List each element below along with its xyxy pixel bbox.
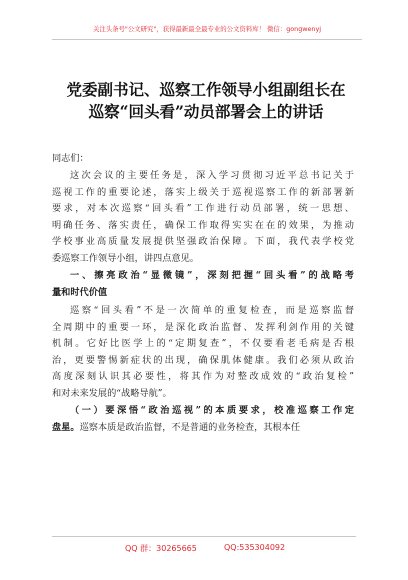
paragraph-line: 机制。它好比医学上的“定期复查”，不仅要看老毛病是否根: [52, 338, 354, 349]
document-title-line-2: 巡察“回头看”动员部署会上的讲话: [88, 102, 324, 121]
intro-line: 巡视工作的重要论述，落实上级关于巡视巡察工作的新部署新: [52, 186, 354, 198]
subsection-heading-end: 盘星。: [52, 421, 80, 433]
footer-qq-group: QQ 群：30265665: [125, 544, 197, 553]
subsection-heading-line: （一）要深悟“政治巡视”的本质要求，校准巡察工作定: [70, 405, 354, 416]
intro-line: 这次会议的主要任务是，深入学习贯彻习近平总书记关于: [70, 170, 354, 181]
subsection-body-text: 巡察本质是政治监督，不是普通的业务检查，其根本任: [79, 421, 301, 433]
header-banner: [52, 21, 362, 40]
intro-line: 明确任务、落实责任，确保工作取得实实在在的效果，为推动: [52, 219, 354, 231]
paragraph-2: [52, 303, 354, 402]
subsection-body-line: [52, 420, 354, 437]
intro-paragraph: [52, 168, 354, 267]
section-heading-line: 一、擦亮政治“显微镜”，深刻把握“回头看”的战略考: [70, 270, 354, 281]
paragraph-line: 治，更要警惕新症状的出现，确保肌体健康。我们必须从政治: [52, 354, 354, 366]
greeting: 同志们：: [52, 153, 89, 164]
document-title-line-1: 党委副书记、巡察工作领导小组副组长在: [66, 80, 346, 99]
intro-line: 委巡察工作领导小组，讲四点意见。: [52, 252, 199, 264]
paragraph-line: 全周期中的重要一环，是深化政治监督、发挥利剑作用的关键: [52, 321, 354, 333]
paragraph-line: 高度深刻认识其必要性，将其作为对整改成效的“政治复检”: [52, 371, 354, 382]
section-heading-line: 量和时代价值: [52, 286, 108, 298]
footer-qq: QQ:535304092: [224, 543, 286, 552]
footer-divider: [52, 536, 356, 537]
intro-line: 学校事业高质量发展提供坚强政治保障。下面，我代表学校党: [52, 236, 354, 247]
subsection-1: [52, 403, 354, 436]
paragraph-line: 巡察“回头看”不是一次简单的重复检查，而是巡察监督: [70, 305, 354, 316]
header-text: 关注头条号"公文研究"，获得最新最全最专业的公文资料库！ 微信：gongwenyj: [92, 25, 322, 33]
section-1-heading: [52, 268, 354, 301]
intro-line: 要求，对本次巡察“回头看”工作进行动员部署，统一思想、: [52, 203, 354, 214]
paragraph-line: 和对未来发展的“战略导航”。: [52, 387, 172, 399]
